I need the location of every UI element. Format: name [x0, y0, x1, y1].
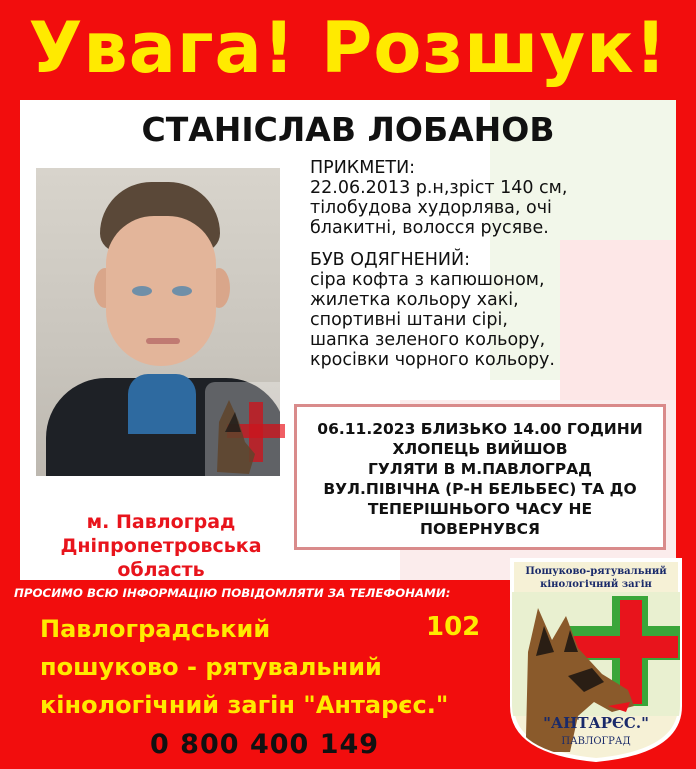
location-text — [36, 510, 286, 582]
org-line: кінологічний загін "Антарєс." — [40, 691, 449, 719]
logo-top-line2: кінологічний загін — [540, 579, 652, 590]
notice-line: 06.11.2023 БЛИЗЬКО 14.00 ГОДИНИ — [317, 420, 643, 438]
logo-top-line1: Пошуково-рятувальний — [525, 566, 667, 577]
antares-logo — [508, 556, 684, 764]
headline: Увага! Розшук! — [28, 7, 668, 89]
city-line: м. Павлоград — [86, 511, 236, 533]
notice-line: ПОВЕРНУВСЯ — [420, 520, 540, 538]
logo-city: ПАВЛОГРАД — [561, 736, 631, 747]
city-line: Дніпропетровська — [60, 535, 262, 557]
emergency-number: 102 — [426, 612, 481, 642]
clothes-line: спортивні штани сірі, — [310, 310, 508, 330]
features-title: ПРИКМЕТИ: — [310, 158, 416, 178]
clothes-line: шапка зеленого кольору, — [310, 330, 546, 350]
missing-person-name: СТАНІСЛАВ ЛОБАНОВ — [141, 110, 555, 149]
clothes-line: сіра кофта з капюшоном, — [310, 270, 545, 290]
org-line: Павлоградський — [40, 615, 271, 643]
notice-line: ХЛОПЕЦЬ ВИЙШОВ — [392, 440, 568, 458]
watermark-logo — [205, 382, 291, 490]
hotline-phone[interactable]: 0 800 400 149 — [150, 729, 380, 760]
description-block — [310, 158, 650, 370]
notice-line: ТЕПЕРІШНЬОГО ЧАСУ НЕ — [367, 500, 593, 518]
clothes-title: БУВ ОДЯГНЕНИЙ: — [310, 250, 470, 270]
city-line: область — [117, 559, 205, 581]
disappearance-notice — [294, 404, 666, 550]
features-line: тілобудова худорлява, очі — [310, 198, 552, 218]
clothes-line: жилетка кольору хакі, — [310, 290, 519, 310]
features-line: блакитні, волосся русяве. — [310, 218, 549, 238]
clothes-line: кросівки чорного кольору. — [310, 350, 555, 370]
notice-line: ВУЛ.ПІВІЧНА (Р-Н БЕЛЬБЕС) ТА ДО — [323, 480, 637, 498]
org-line: пошуково - рятувальний — [40, 653, 382, 681]
notice-line: ГУЛЯТИ В М.ПАВЛОГРАД — [368, 460, 592, 478]
info-request: ПРОСИМО ВСЮ ІНФОРМАЦІЮ ПОВІДОМЛЯТИ ЗА ТЕЛЕФОНАМИ: — [14, 586, 451, 600]
features-line: 22.06.2013 р.н,зріст 140 см, — [310, 178, 568, 198]
logo-name: "АНТАРЄС." — [543, 714, 649, 732]
